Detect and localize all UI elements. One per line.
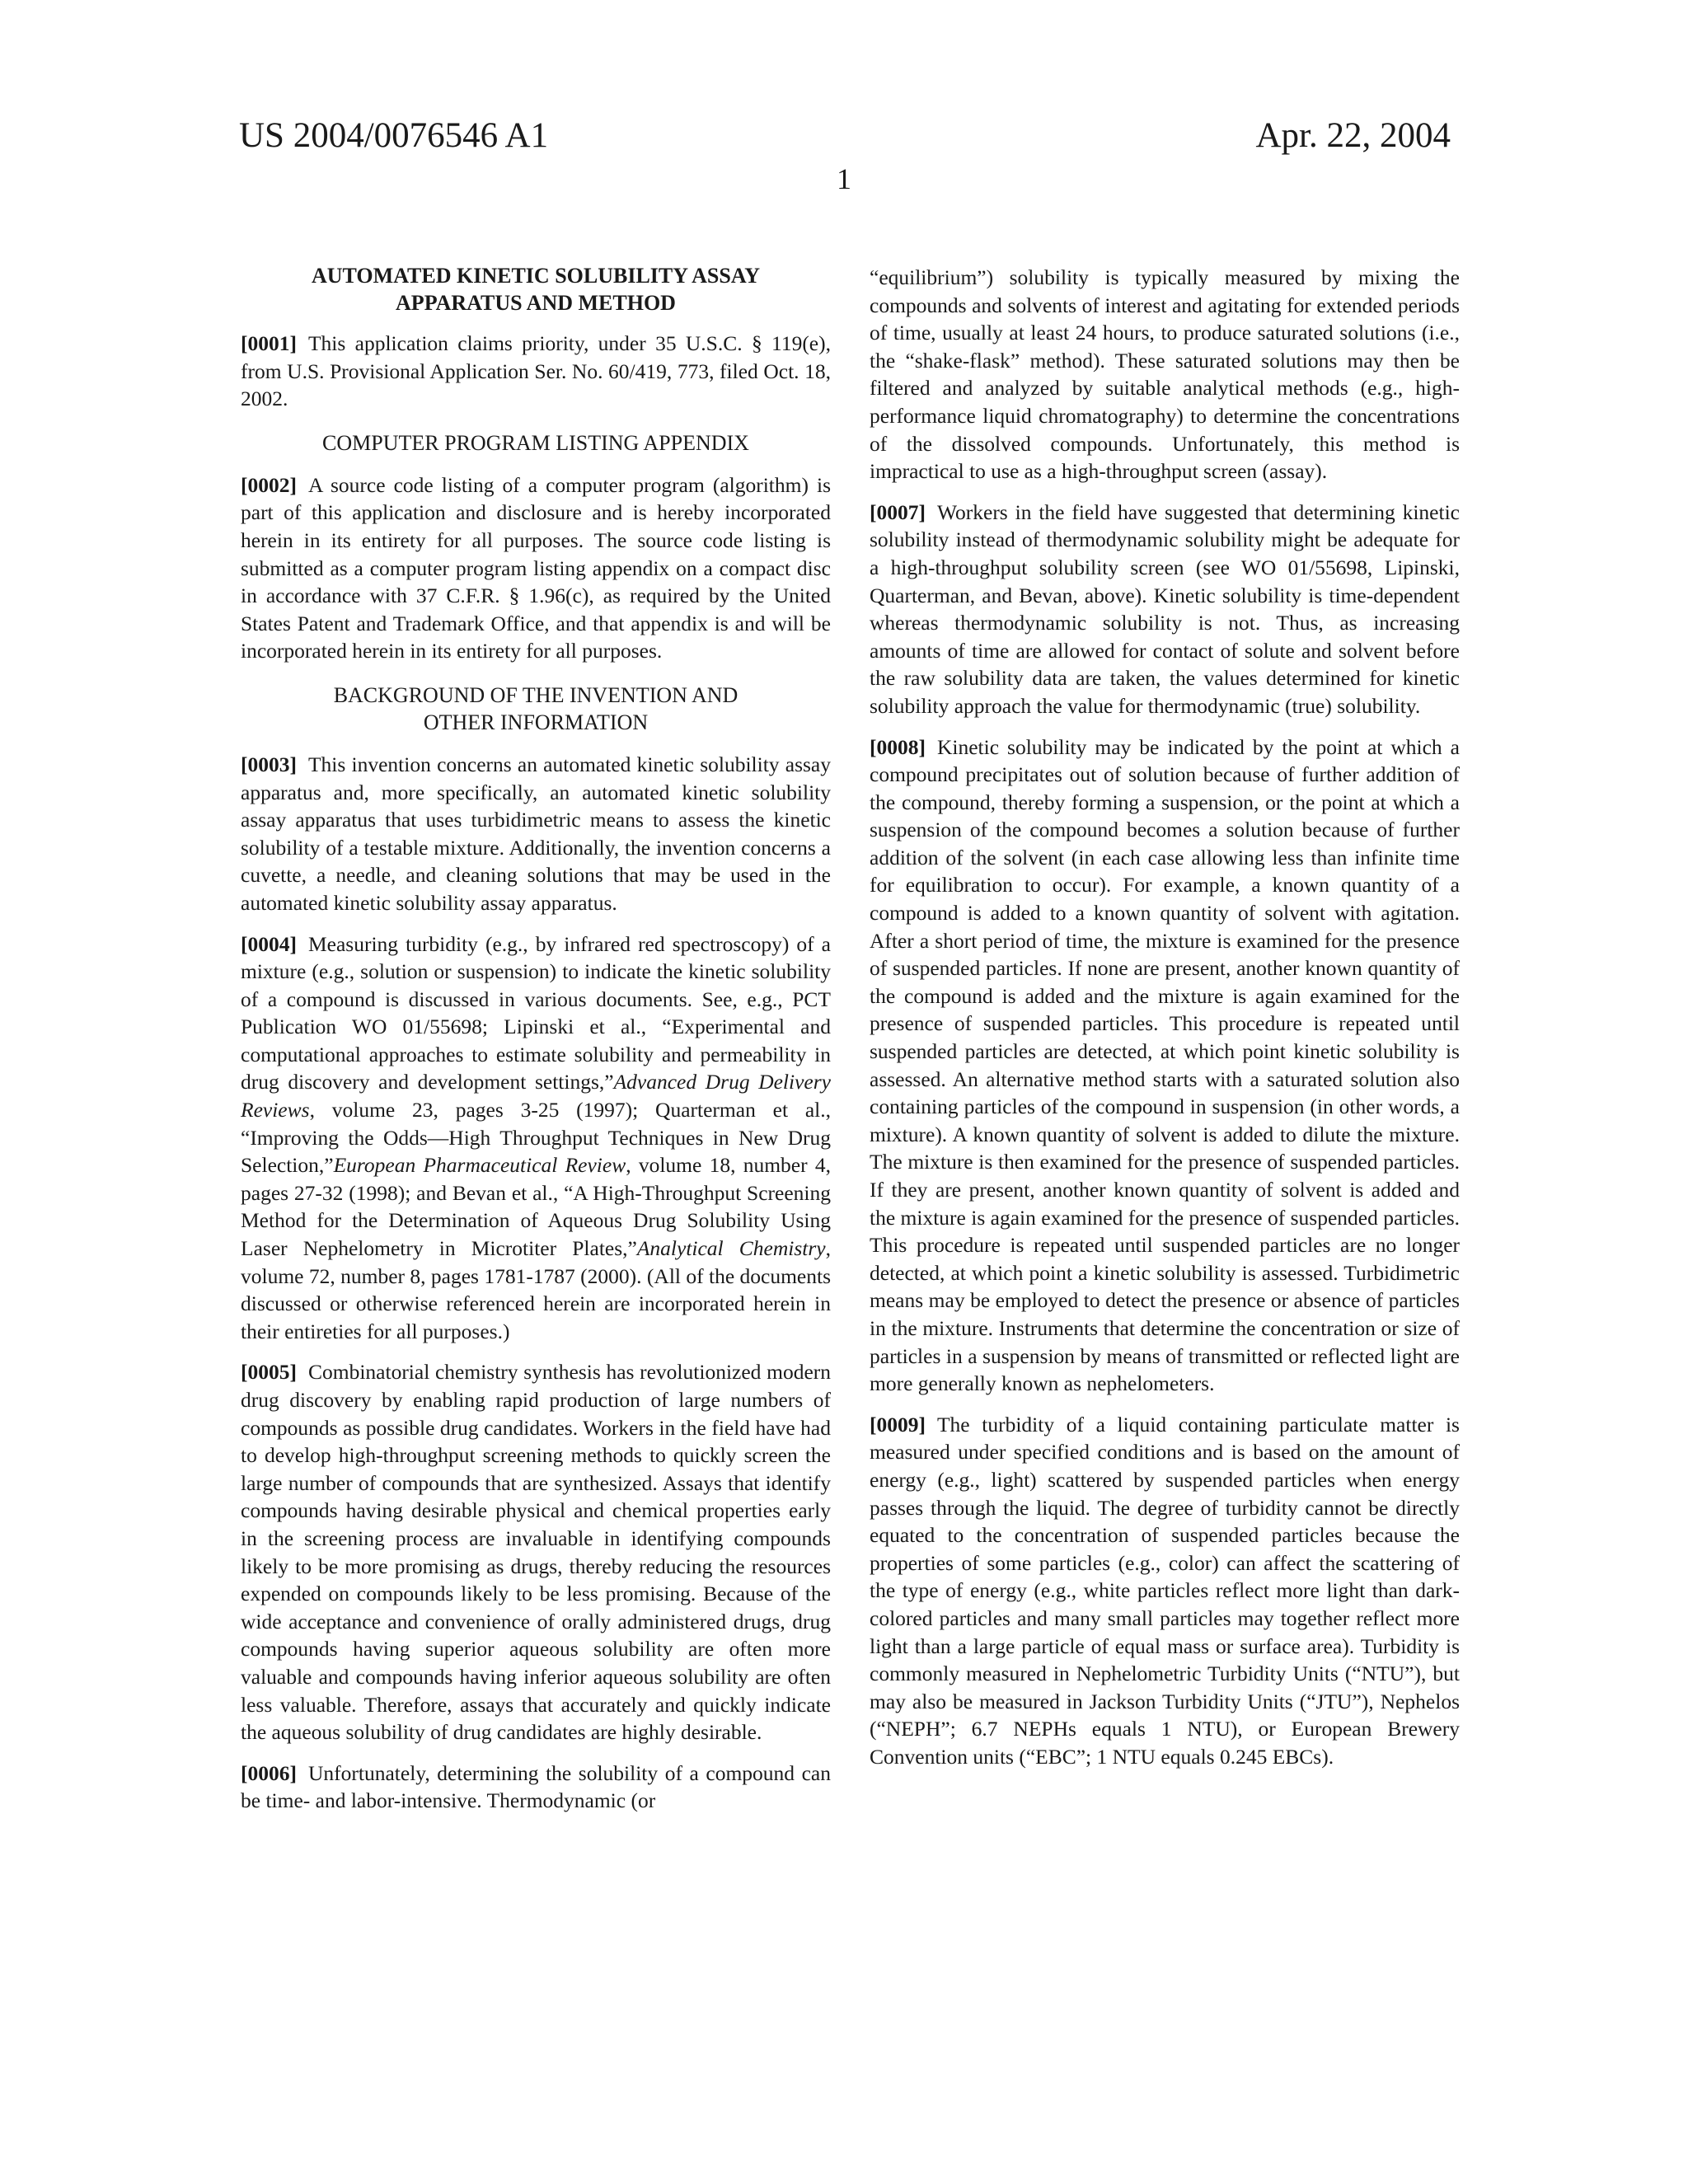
paragraph-text: Unfortunately, determining the solubility of a compound can be time- and labor-intensive. Thermodynamic (or	[241, 1760, 831, 1813]
paragraph-0002	[241, 471, 831, 665]
paragraph-text: Kinetic solubility may be indicated by the point at which a compound precipitates out of solution because of further addition of the compound, thereby forming a suspension, or the point at which a suspension of the compound becomes a solution because of further addition of the solvent (in each case allowing less than infinite time for equilibration to occur). For example, a known quantity of a compound is added to a known quantity of solvent with agitation. After a short period of time, the mixture is examined for the presence of suspended particles. If none are present, another known quantity of the compound is added and the mixture is again examined for the presence of suspended particles. This procedure is repeated until suspended particles are detected, at which point kinetic solubility is assessed. An alternative method starts with a saturated solution also containing particles of the compound in suspension (in other words, a mixture). A known quantity of solvent is added to dilute the mixture. The mixture is then examined for the presence of suspended particles. If they are present, another known quantity of solvent is added and the mixture is again examined for the presence of suspended particles. This procedure is repeated until suspended particles are no longer detected, at which point a kinetic solubility is assessed. Turbidimetric means may be employed to detect the presence or absence of particles in the mixture. Instruments that determine the concentration or size of particles in a suspension by means of transmitted or reflected light are more generally known as nephelometers.	[870, 734, 1460, 1396]
page-number: 1	[837, 162, 851, 195]
paragraph-0003	[241, 751, 831, 917]
section-heading-appendix: COMPUTER PROGRAM LISTING APPENDIX	[322, 430, 749, 455]
paragraph-number: [0001]	[241, 331, 297, 355]
paragraph-text: This application claims priority, under 35 U.S.C. § 119(e), from U.S. Provisional Application Ser. No. 60/419, 773, filed Oct. 18, 2002.	[241, 331, 831, 411]
paragraph-number: [0002]	[241, 472, 297, 497]
left-column	[241, 262, 831, 1828]
paragraph-0001	[241, 330, 831, 413]
paragraph-0004: [0004] Measuring turbidity (e.g., by infrared red spectroscopy) of a mixture (e.g., solution or suspension) to indicate the kinetic solubility of a compound is discussed in various documents. See, e.g., PCT Publication WO 01/55698; Lipinski et al., “Experimental and computational approaches to estimate solubility and permeability in drug discovery and development settings,”Advanced Drug Delivery Reviews, volume 23, pages 3-25 (1997); Quarterman et al., “Improving the Odds—High Throughput Techniques in New Drug Selection,”European Pharmaceutical Review, volume 18, number 4, pages 27-32 (1998); and Bevan et al., “A High-Throughput Screening Method for the Determination of Aqueous Drug Solubility Using Laser Nephelometry in Microtiter Plates,”Analytical Chemistry, volume 72, number 8, pages 1781-1787 (2000). (All of the documents discussed or otherwise referenced herein are incorporated herein in their entireties for all purposes.)	[241, 931, 831, 1343]
paragraph-number: [0003]	[241, 752, 297, 776]
publication-date: Apr. 22, 2004	[1255, 116, 1451, 155]
paragraph-0008	[870, 733, 1460, 1398]
paragraph-number: [0007]	[870, 499, 926, 524]
paragraph-0005	[241, 1358, 831, 1746]
paragraph-text: A source code listing of a computer program (algorithm) is part of this application and disclosure and is hereby incorporated herein in its entirety for all purposes. The source code listing is submitted as a computer program listing appendix on a compact disc in accordance with 37 C.F.R. § 1.96(c), as required by the United States Patent and Trademark Office, and that appendix is and will be incorporated herein in its entirety for all purposes.	[241, 472, 831, 663]
paragraph-0006	[241, 1760, 831, 1815]
journal-title: Analytical Chemistry	[636, 1236, 826, 1261]
paragraph-number: [0005]	[241, 1360, 297, 1385]
section-heading-background: BACKGROUND OF THE INVENTION AND OTHER INFORMATION	[333, 682, 738, 734]
paragraph-0006-continued	[870, 264, 1460, 485]
paragraph-0009	[870, 1411, 1460, 1771]
paragraph-text: Measuring turbidity (e.g., by infrared red spectroscopy) of a mixture (e.g., solution or suspension) to indicate the kinetic solubility of a compound is discussed in various documents. See, e.g., PCT Publication WO 01/55698; Lipinski et al., “Experimental and computational approaches to estimate solubility and permeability in drug discovery and development settings,”	[241, 931, 831, 1094]
paragraph-0007	[870, 499, 1460, 720]
paragraph-number: [0008]	[870, 734, 926, 759]
document-title: AUTOMATED KINETIC SOLUBILITY ASSAY APPARATUS AND METHOD	[312, 264, 760, 315]
paragraph-text: The turbidity of a liquid containing particulate matter is measured under specified conditions and is based on the amount of energy (e.g., light) scattered by suspended particles when energy passes through the liquid. The degree of turbidity cannot be directly equated to the concentration of suspended particles because the properties of some particles (e.g., color) can affect the scattering of the type of energy (e.g., white particles reflect more light than dark-colored particles and many small particles may together reflect more light than a large particle of equal mass or surface area). Turbidity is commonly measured in Nephelometric Turbidity Units (“NTU”), but may also be measured in Jackson Turbidity Units (“JTU”), Nephelos (“NEPH”; 6.7 NEPHs equals 1 NTU), or European Brewery Convention units (“EBC”; 1 NTU equals 0.245 EBCs).	[870, 1412, 1460, 1769]
paragraph-text: Combinatorial chemistry synthesis has revolutionized modern drug discovery by enabling rapid production of large numbers of compounds as possible drug candidates. Workers in the field have had to develop high-throughput screening methods to quickly screen the large number of compounds that are synthesized. Assays that identify compounds having desirable physical and chemical properties early in the screening process are invaluable in identifying compounds likely to be more promising as drugs, thereby reducing the resources expended on compounds likely to be less promising. Because of the wide acceptance and convenience of orally administered drugs, drug compounds having superior aqueous solubility are often more valuable and compounds having inferior aqueous solubility are often less valuable. Therefore, assays that accurately and quickly indicate the aqueous solubility of drug candidates are highly desirable.	[241, 1360, 831, 1745]
journal-title: Advanced Drug Delivery Reviews	[241, 1070, 831, 1122]
journal-title: European Pharmaceutical Review	[333, 1153, 626, 1178]
paragraph-number: [0004]	[241, 931, 297, 956]
patent-number: US 2004/0076546 A1	[239, 116, 549, 155]
paragraph-text: Workers in the field have suggested that determining kinetic solubility instead of thermodynamic solubility might be adequate for a high-throughput solubility screen (see WO 01/55698, Lipinski, Quarterman, and Bevan, above). Kinetic solubility is time-dependent whereas thermodynamic solubility is not. Thus, as increasing amounts of time are allowed for contact of solute and solvent before the raw solubility data are taken, the values determined for kinetic solubility approach the value for thermodynamic (true) solubility.	[870, 499, 1460, 718]
paragraph-text: This invention concerns an automated kinetic solubility assay apparatus and, more specifically, an automated kinetic solubility assay apparatus that uses turbidimetric means to assess the kinetic solubility of a testable mixture. Additionally, the invention concerns a cuvette, a needle, and cleaning solutions that may be used in the automated kinetic solubility assay apparatus.	[241, 752, 831, 915]
right-column	[870, 264, 1460, 1783]
paragraph-number: [0006]	[241, 1760, 297, 1785]
paragraph-number: [0009]	[870, 1412, 926, 1436]
paragraph-text: “equilibrium”) solubility is typically measured by mixing the compounds and solvents of interest and agitating for extended periods of time, usually at least 24 hours, to produce saturated solutions (i.e., the “shake-flask” method). These saturated solutions may then be filtered and analyzed by suitable analytical methods (e.g., high-performance liquid chromatography) to determine the concentrations of the dissolved compounds. Unfortunately, this method is impractical to use as a high-throughput screen (assay).	[870, 265, 1460, 484]
